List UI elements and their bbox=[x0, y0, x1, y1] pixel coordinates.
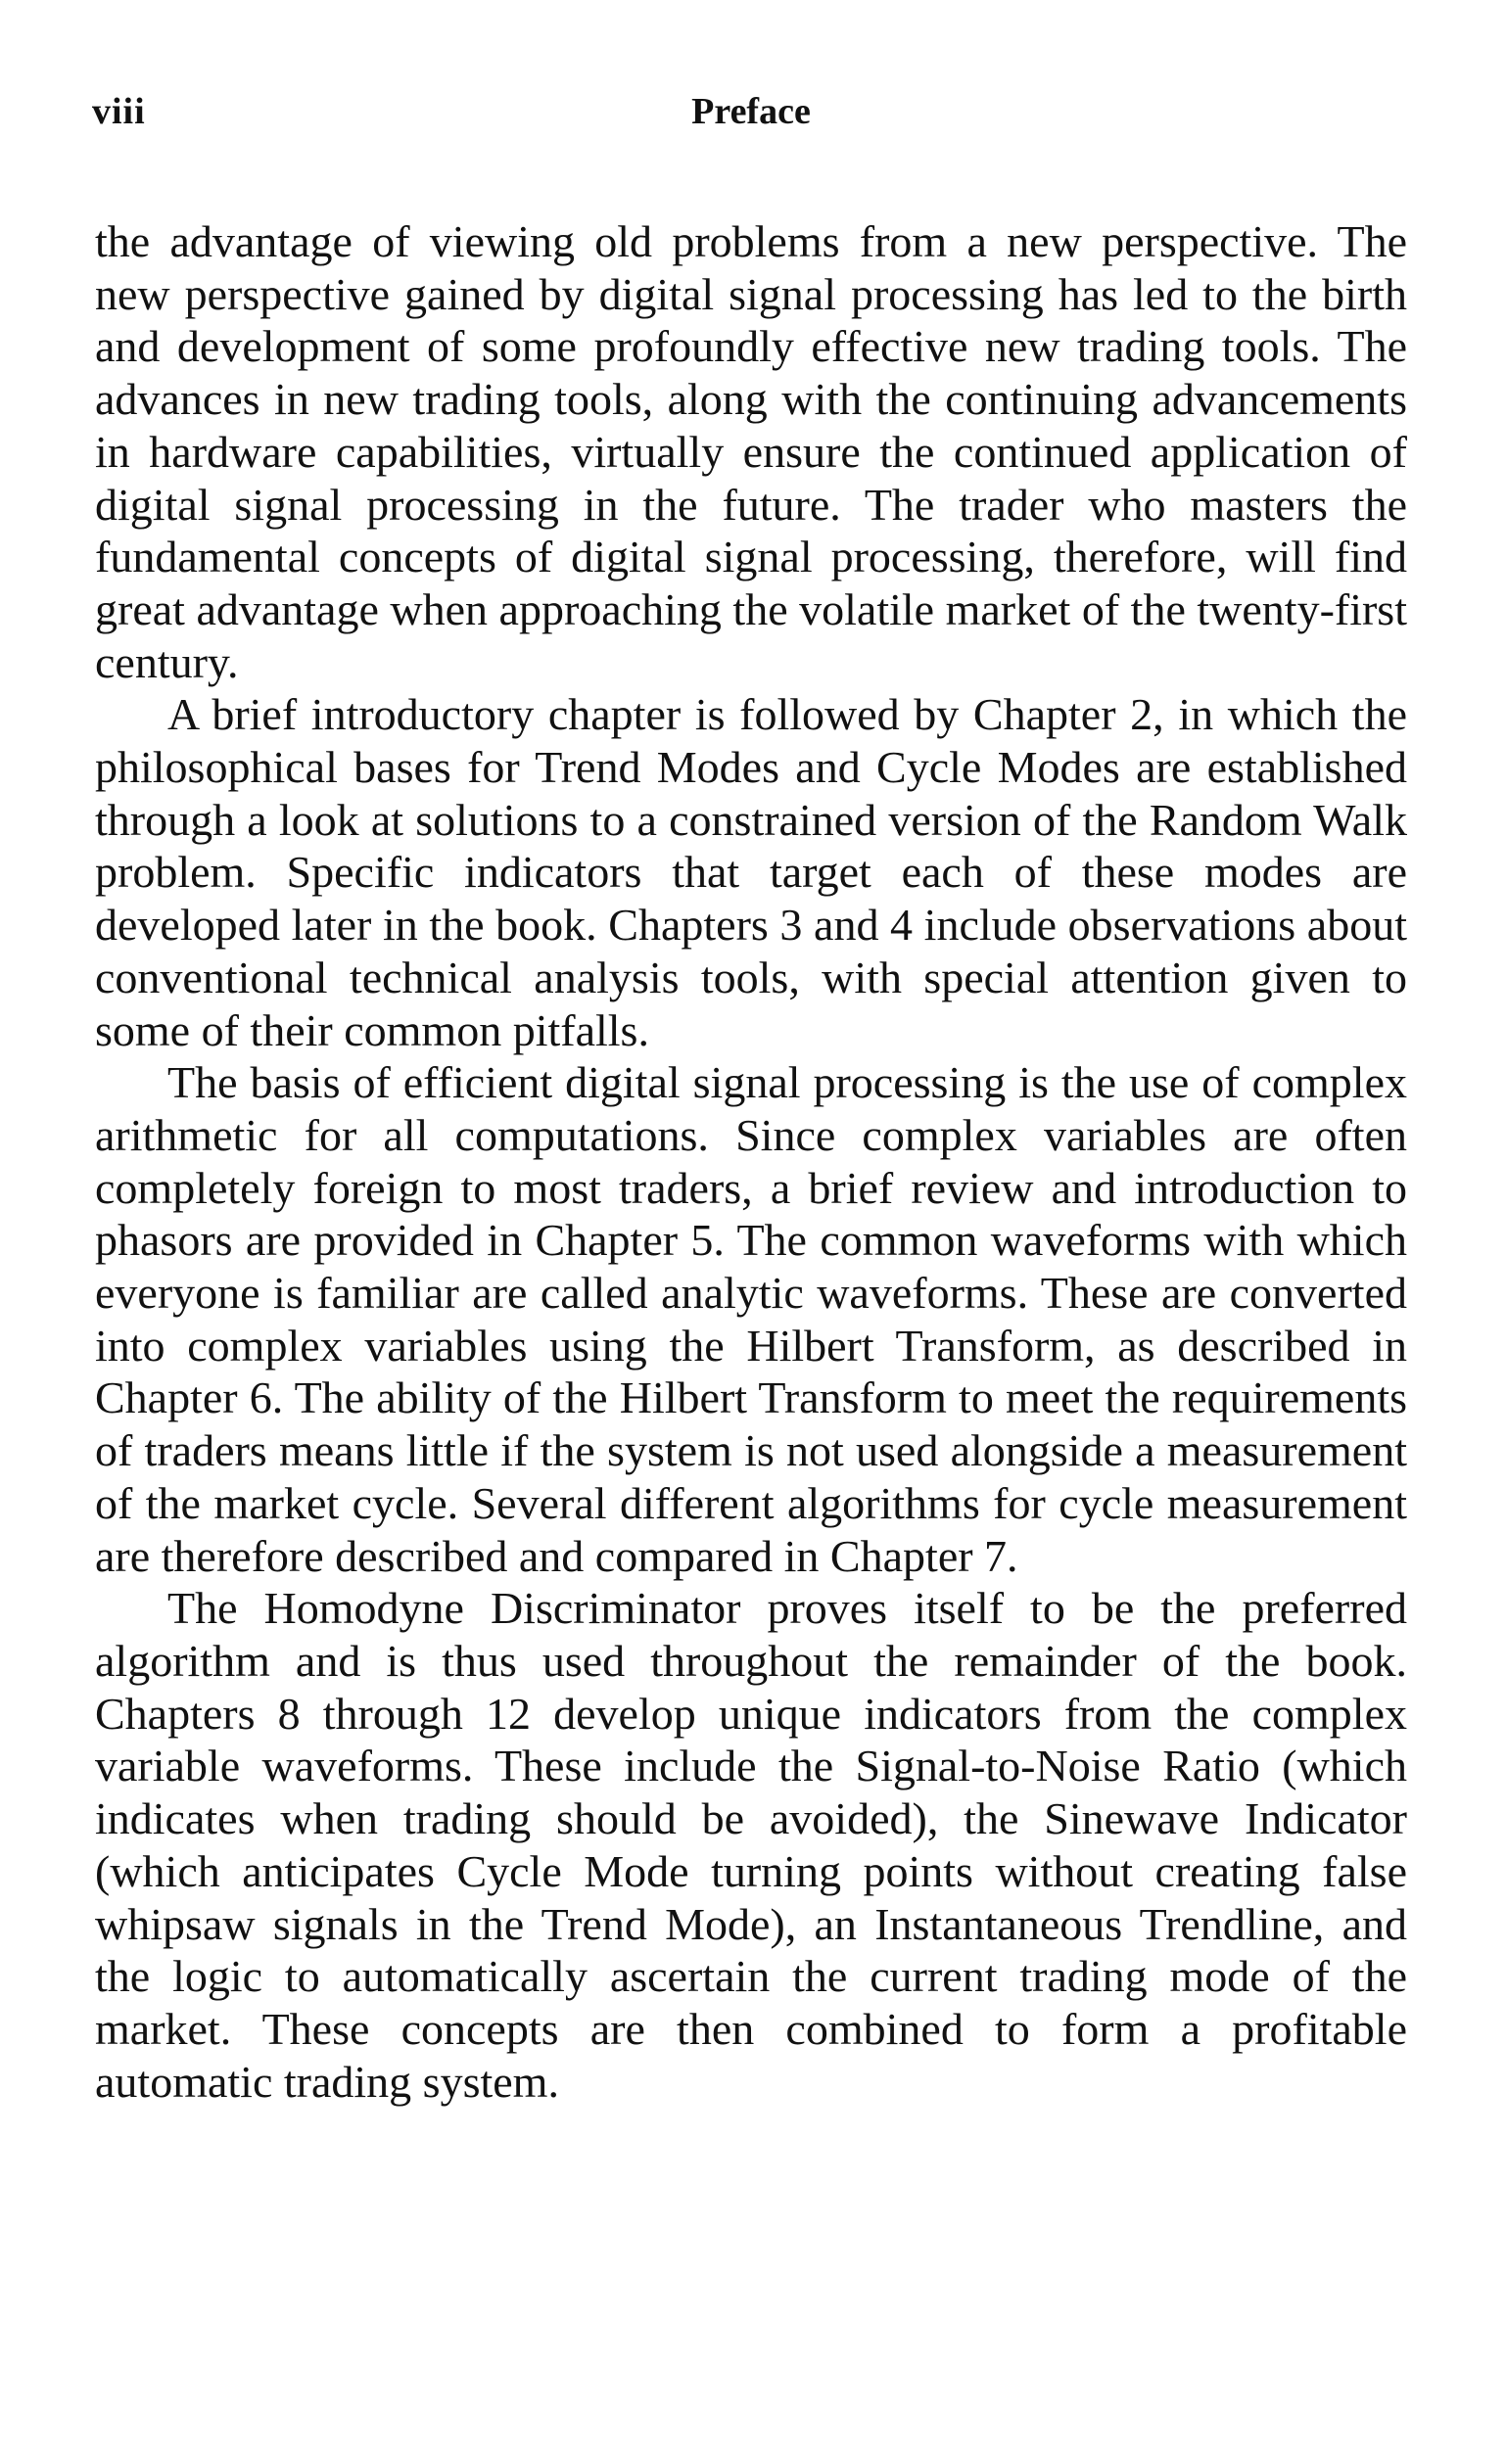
running-head bbox=[92, 90, 1410, 139]
page-number: viii bbox=[92, 91, 146, 132]
paragraph-4: The Homodyne Discriminator proves itself to be the preferred algorithm and is thus used throughout the remainder of the book. Chapters 8 through 12 develop unique indicators from the complex variable waveforms. These include the Signal-to-Noise Ratio (which indicates when trading should be avoided), the Sinewave Indicator (which anticipates Cycle Mode turning points without creating false whipsaw signals in the Trend Mode), an Instantaneous Trendline, and the logic to automatically ascertain the current trading mode of the market. These concepts are then combined to form a profitable automatic trading system. bbox=[95, 1583, 1407, 2107]
paragraph-2: A brief introductory chapter is followed by Chapter 2, in which the philosophical bases for Trend Modes and Cycle Modes are established through a look at solutions to a constrained version of the Random Walk problem. Specific indicators that target each of these modes are developed later in the book. Chapters 3 and 4 include observations about conventional technical analysis tools, with special attention given to some of their common pitfalls. bbox=[95, 689, 1407, 1055]
body-text bbox=[95, 215, 1407, 2108]
paragraph-1: the advantage of viewing old problems from a new perspective. The new perspective gained by digital signal processing has led to the birth and development of some profoundly effective new trading tools. The advances in new trading tools, along with the continuing advancements in hardware capabilities, virtually ensure the continued application of digital signal processing in the future. The trader who masters the fundamental concepts of digital signal processing, therefore, will find great advantage when approaching the volatile market of the twenty-first century. bbox=[95, 216, 1407, 687]
paragraph-3: The basis of efficient digital signal processing is the use of complex arithmetic for all computations. Since complex variables are often completely foreign to most traders, a brief review and introduction to phasors are provided in Chapter 5. The common waveforms with which everyone is familiar are called analytic waveforms. These are converted into complex variables using the Hilbert Transform, as described in Chapter 6. The ability of the Hilbert Transform to meet the requirements of traders means little if the system is not used alongside a measurement of the market cycle. Several different algorithms for cycle measurement are therefore described and compared in Chapter 7. bbox=[95, 1057, 1407, 1581]
running-title: Preface bbox=[691, 91, 811, 132]
